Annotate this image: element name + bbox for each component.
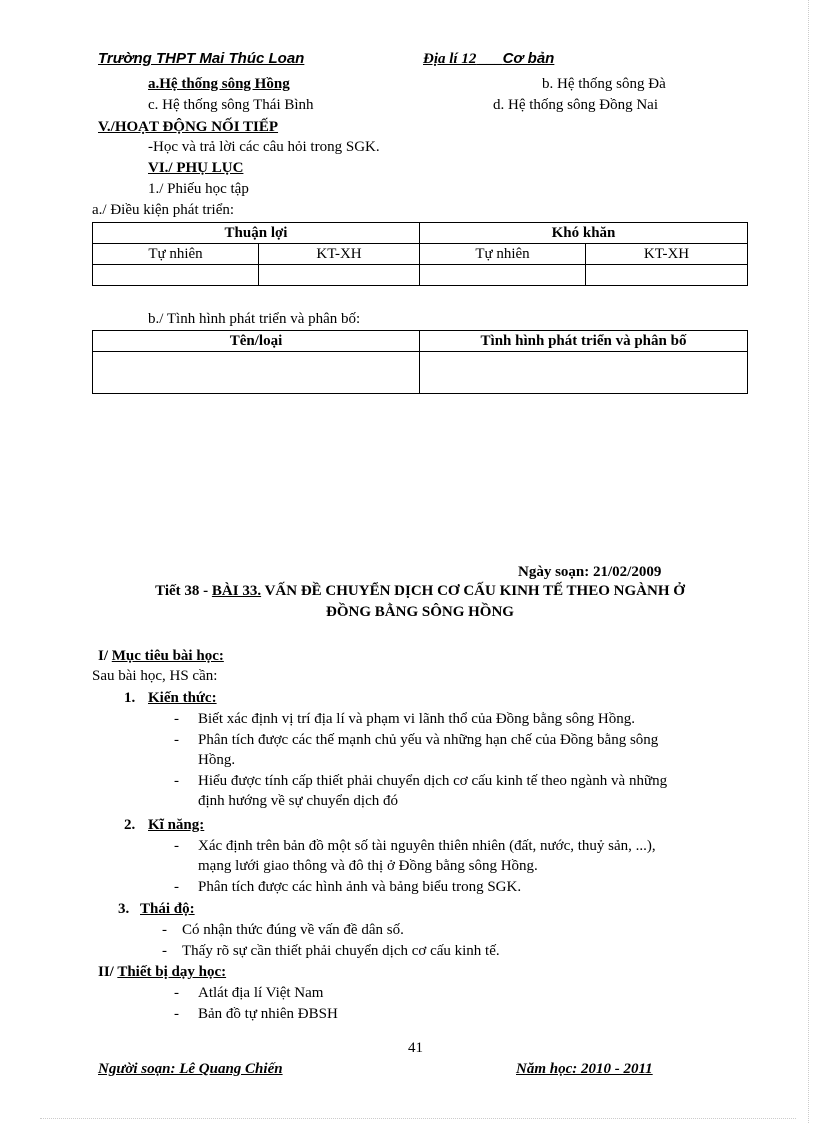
bullet-dash: - xyxy=(174,879,179,895)
attitude-heading: Thái độ: xyxy=(140,901,195,917)
knowledge-heading: Kiến thức: xyxy=(148,690,217,706)
objectives-heading xyxy=(98,648,224,665)
lesson-title-line-2: ĐỒNG BẰNG SÔNG HỒNG xyxy=(326,604,514,620)
development-table xyxy=(92,330,748,394)
footer-author: Người soạn: Lê Quang Chiến xyxy=(98,1061,283,1077)
equipment-prefix: II/ xyxy=(98,964,114,980)
knowledge-item-2: Phân tích được các thế mạnh chủ yếu và những hạn chế của Đồng bằng sông xyxy=(198,732,659,748)
option-d: d. Hệ thống sông Đồng Nai xyxy=(493,97,658,113)
bullet-dash: - xyxy=(174,711,179,727)
subject-header: Địa lí 12 ___Cơ bản xyxy=(423,50,555,67)
level-label: Cơ bản xyxy=(502,50,555,67)
table-cell xyxy=(420,265,586,286)
lesson-title-line-1: Tiết 38 - BÀI 33. VẤN ĐỀ CHUYỂN DỊCH CƠ CẤU KINH TẾ THEO NGÀNH Ở xyxy=(155,583,685,599)
bullet-dash: - xyxy=(174,838,179,854)
option-b: b. Hệ thống sông Đà xyxy=(542,76,666,92)
conditions-table xyxy=(92,222,748,286)
knowledge-item-3: Hiểu được tính cấp thiết phải chuyển dịch cơ cấu kinh tế theo ngành và những xyxy=(198,773,668,789)
col-socioeconomic-2: KT-XH xyxy=(586,244,748,265)
bullet-dash: - xyxy=(174,985,179,1001)
equipment-item-2: Bản đồ tự nhiên ĐBSH xyxy=(198,1006,338,1022)
page-edge-right xyxy=(808,0,809,1123)
skills-number: 2. xyxy=(124,817,136,833)
knowledge-item-1: Biết xác định vị trí địa lí và phạm vi lãnh thổ của Đồng bằng sông Hồng. xyxy=(198,711,636,727)
section-6-heading: VI./ PHỤ LỤC xyxy=(148,160,244,176)
attitude-number: 3. xyxy=(118,901,130,917)
page-edge-bottom xyxy=(40,1118,796,1119)
period-label: Tiết 38 xyxy=(155,583,200,599)
bullet-dash: - xyxy=(162,922,167,938)
option-c: c. Hệ thống sông Thái Bình xyxy=(148,97,314,113)
lesson-title: VẤN ĐỀ CHUYỂN DỊCH CƠ CẤU KINH TẾ THEO NGÀNH Ở xyxy=(264,583,685,599)
footer-year: Năm học: 2010 - 2011 xyxy=(516,1061,653,1077)
knowledge-item-2-cont: Hồng. xyxy=(198,752,236,768)
table-cell xyxy=(93,265,259,286)
prep-date: Ngày soạn: 21/02/2009 xyxy=(518,564,662,580)
col-natural-2: Tự nhiên xyxy=(420,244,586,265)
table-cell xyxy=(586,265,748,286)
bullet-dash: - xyxy=(174,1006,179,1022)
page-number: 41 xyxy=(408,1040,423,1056)
table-cell xyxy=(93,352,420,394)
header-difficulties: Khó khăn xyxy=(420,223,748,244)
lesson-number: BÀI 33. xyxy=(211,583,262,599)
skills-item-1: Xác định trên bản đồ một số tài nguyên thiên nhiên (đất, nước, thuỷ sản, ...), xyxy=(198,838,656,854)
equipment-item-1: Atlát địa lí Việt Nam xyxy=(198,985,324,1001)
objectives-prefix: I/ xyxy=(98,648,109,664)
bullet-dash: - xyxy=(162,943,167,959)
objectives-title: Mục tiêu bài học: xyxy=(111,648,224,664)
part-a-label: a./ Điều kiện phát triển: xyxy=(92,202,235,218)
attitude-item-2: Thấy rõ sự cần thiết phải chuyển dịch cơ cấu kinh tế. xyxy=(182,943,500,959)
section-5-heading: V./HOẠT ĐỘNG NỐI TIẾP xyxy=(98,119,279,135)
skills-item-1-cont: mạng lưới giao thông và đô thị ở Đồng bằng sông Hồng. xyxy=(198,858,538,874)
option-a: a.Hệ thống sông Hồng xyxy=(148,76,290,92)
bullet-dash: - xyxy=(174,732,179,748)
col-name-type: Tên/loại xyxy=(93,331,420,352)
col-development: Tình hình phát triển và phân bố xyxy=(420,331,748,352)
skills-heading: Kĩ năng: xyxy=(148,817,205,833)
knowledge-number: 1. xyxy=(124,690,136,706)
subject-label: Địa lí 12 xyxy=(423,51,477,67)
knowledge-item-3-cont: định hướng về sự chuyển dịch đó xyxy=(198,793,398,809)
worksheet-label: 1./ Phiếu học tập xyxy=(148,181,249,197)
school-name: Trường THPT Mai Thúc Loan xyxy=(98,50,305,67)
col-socioeconomic-1: KT-XH xyxy=(259,244,420,265)
section-5-text: -Học và trả lời các câu hỏi trong SGK. xyxy=(148,139,380,155)
attitude-item-1: Có nhận thức đúng về vấn đề dân số. xyxy=(182,922,404,938)
equipment-title: Thiết bị dạy học: xyxy=(117,964,227,980)
col-natural-1: Tự nhiên xyxy=(93,244,259,265)
table-cell xyxy=(420,352,748,394)
header-advantages: Thuận lợi xyxy=(93,223,420,244)
skills-item-2: Phân tích được các hình ảnh và bảng biểu trong SGK. xyxy=(198,879,522,895)
equipment-heading xyxy=(98,964,226,981)
bullet-dash: - xyxy=(174,773,179,789)
objectives-intro: Sau bài học, HS cần: xyxy=(92,668,218,684)
table-cell xyxy=(259,265,420,286)
part-b-label: b./ Tình hình phát triển và phân bố: xyxy=(148,311,361,327)
